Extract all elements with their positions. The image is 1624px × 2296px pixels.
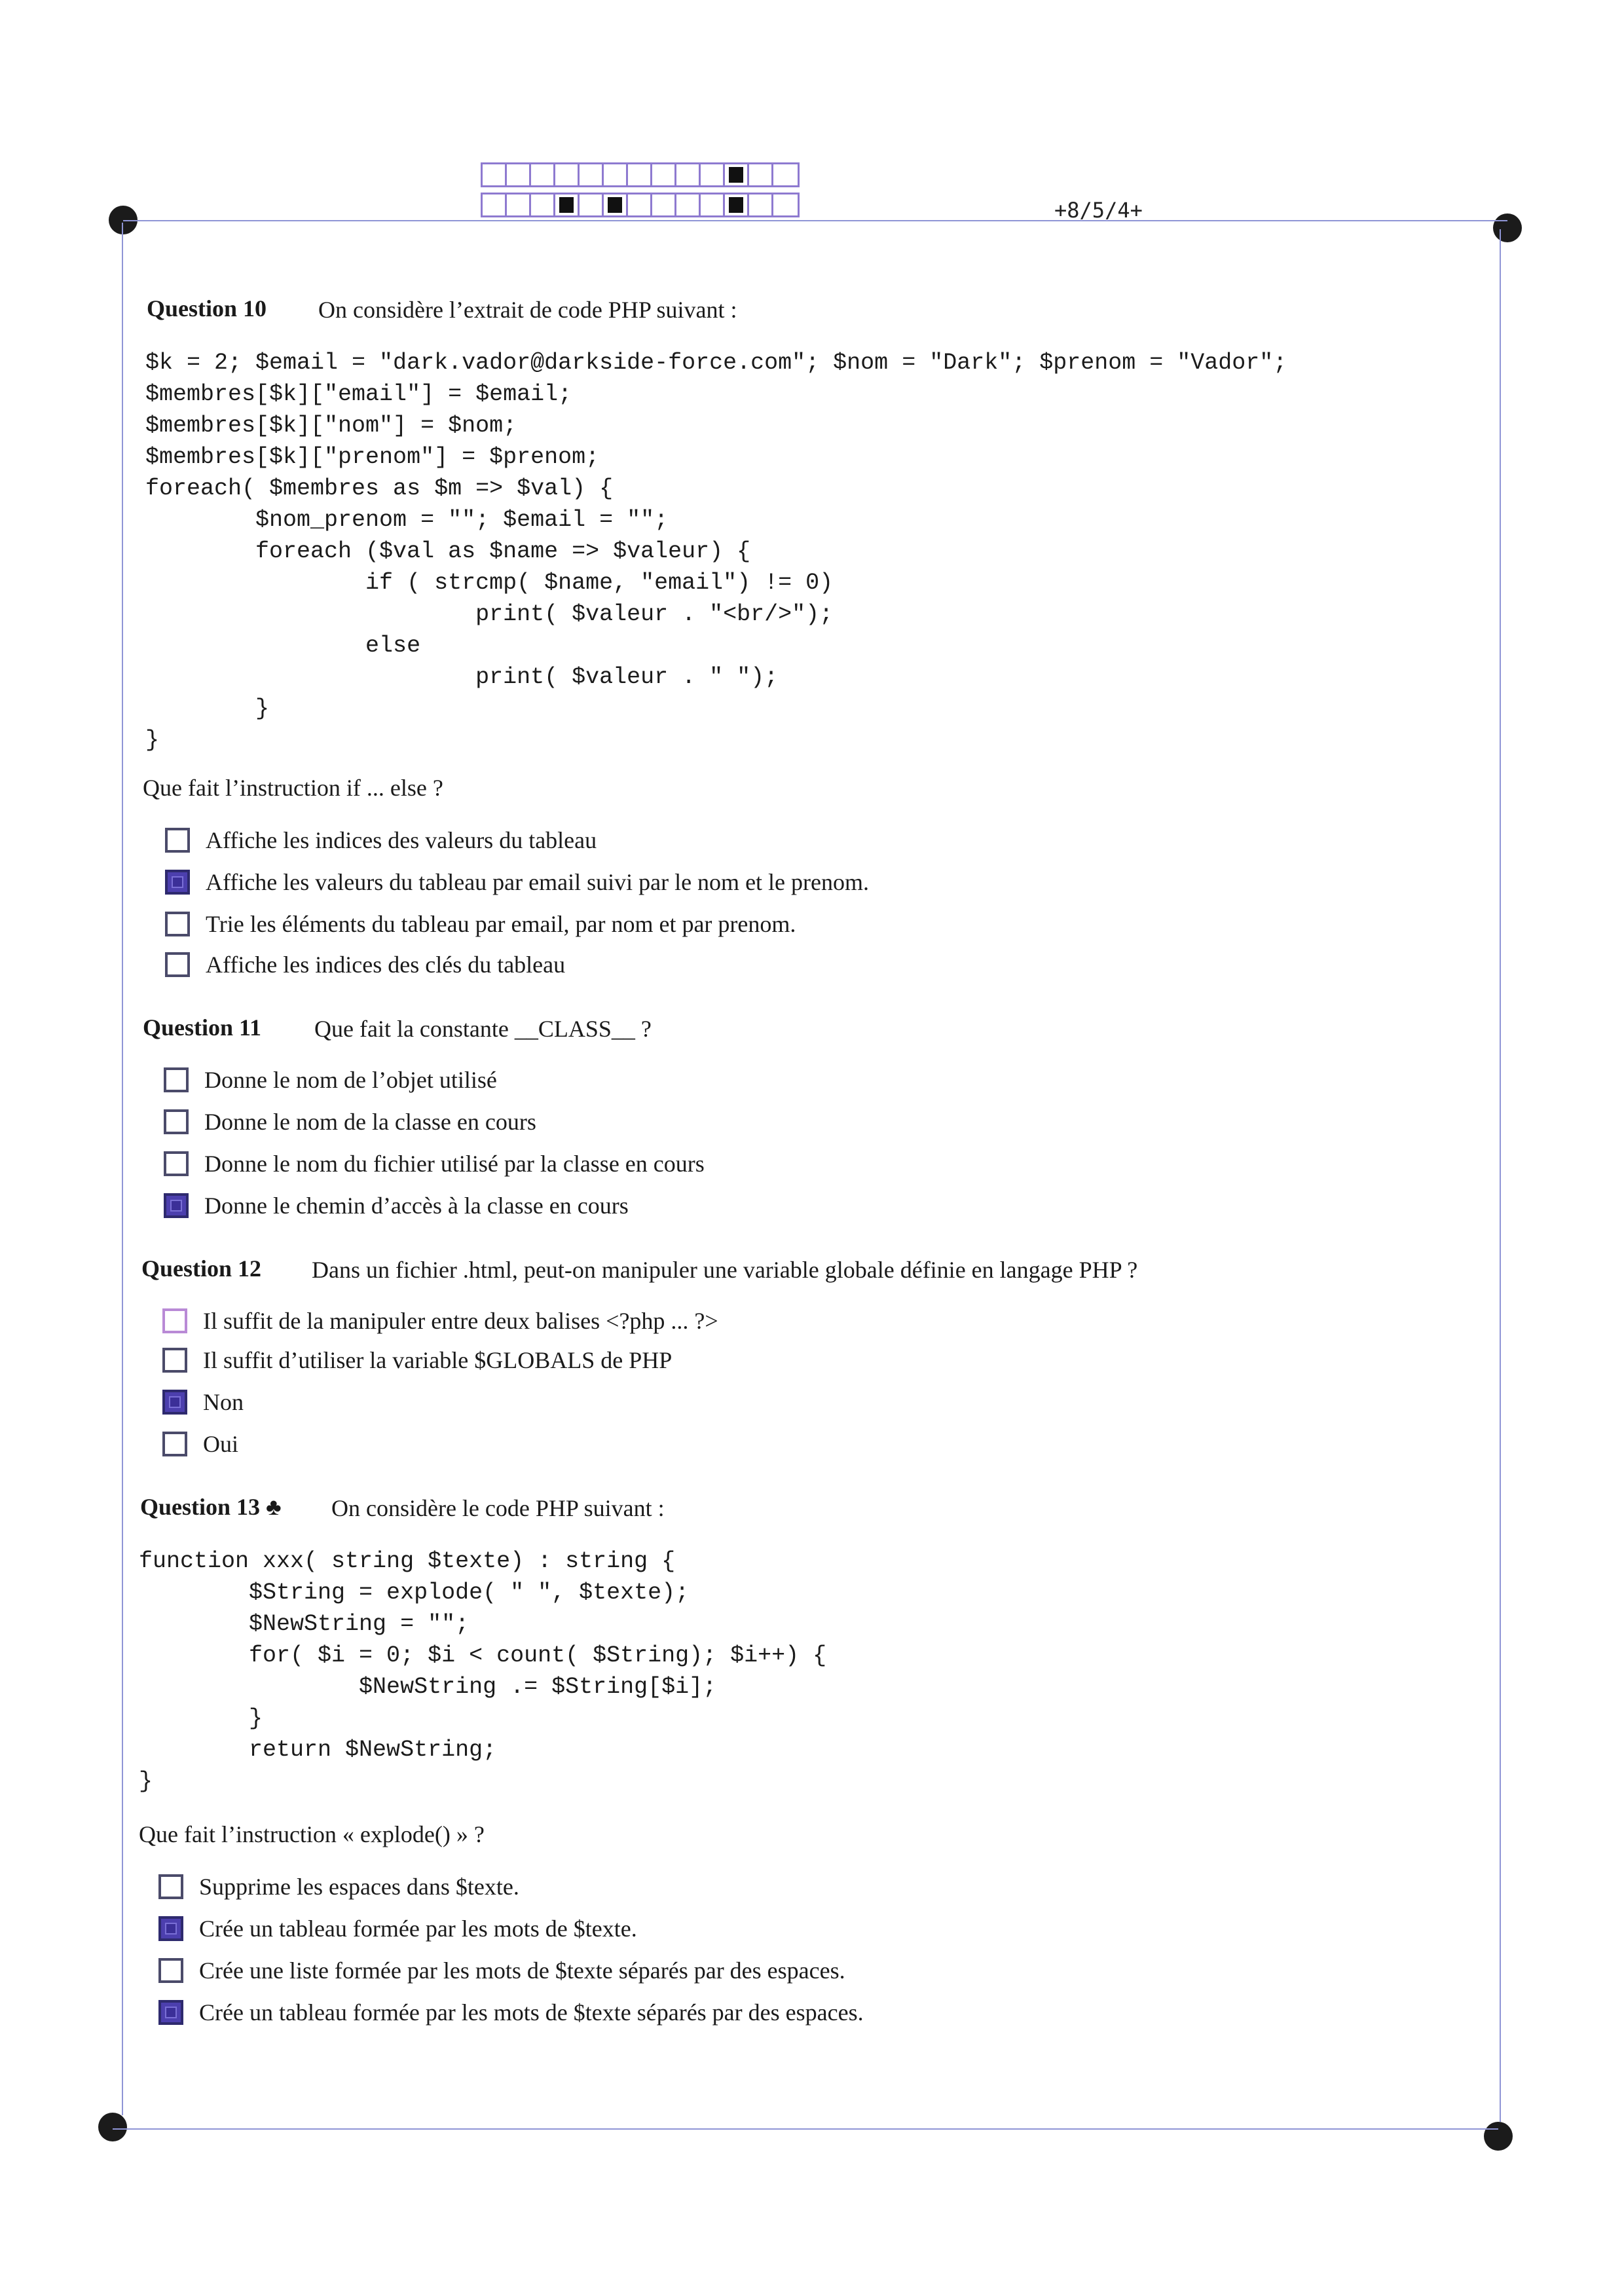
answer-label: Oui	[203, 1431, 238, 1457]
checkbox[interactable]	[165, 952, 190, 977]
answer-label: Affiche les indices des valeurs du tableau	[206, 827, 597, 853]
answer-label: Supprime les espaces dans $texte.	[199, 1874, 519, 1900]
q10-answer-3[interactable]	[165, 910, 796, 938]
q11-answer-3[interactable]	[164, 1150, 705, 1177]
code-cell-empty	[580, 164, 604, 185]
code-cell-empty	[580, 194, 604, 215]
code-cell-empty	[652, 194, 676, 215]
question-10-title: Question 10	[147, 295, 267, 322]
checkbox[interactable]	[164, 1151, 189, 1176]
answer-label: Non	[203, 1389, 244, 1415]
q12-answer-4[interactable]	[162, 1430, 238, 1458]
code-cell-empty	[531, 164, 555, 185]
checkbox[interactable]	[158, 1958, 183, 1983]
question-10-prompt: On considère l’extrait de code PHP suivant :	[318, 297, 737, 323]
checkbox[interactable]	[165, 828, 190, 853]
code-cell-filled	[555, 194, 580, 215]
answer-label: Donne le nom du fichier utilisé par la classe en cours	[204, 1151, 705, 1177]
code-cell-empty	[773, 194, 798, 215]
q10-answer-4[interactable]	[165, 951, 565, 978]
question-11-title: Question 11	[143, 1014, 262, 1041]
corner-mark-bottom-left	[98, 2113, 127, 2141]
frame-right-line	[1500, 229, 1501, 2122]
checkbox[interactable]	[162, 1432, 187, 1456]
question-13-subquestion: Que fait l’instruction « explode() » ?	[139, 1821, 485, 1847]
q11-answer-4[interactable]	[164, 1192, 629, 1219]
code-cell-empty	[507, 164, 531, 185]
q11-answer-1[interactable]	[164, 1066, 497, 1094]
answer-label: Trie les éléments du tableau par email, par nom et par prenom.	[206, 911, 796, 937]
code-cell-empty	[555, 164, 580, 185]
code-cell-empty	[628, 164, 652, 185]
q12-answer-1[interactable]	[162, 1307, 718, 1335]
code-cell-empty	[749, 194, 773, 215]
q10-answer-2[interactable]	[165, 868, 869, 896]
question-10-code: $k = 2; $email = "dark.vador@darkside-force.com"; $nom = "Dark"; $prenom = "Vador"; $membres[$k]["email"] = $email; $membres[$k]["nom"] = $nom; $membres[$k]["prenom"] = $prenom; foreach( $membres as $m => $val) { $nom_prenom = ""; $email = ""; foreach ($val as $name => $valeur) { if ( strcmp( $name, "email") != 0) print( $valeur . "<br/>"); else print( $valeur . " "); } }	[145, 350, 1287, 753]
q13-answer-4[interactable]	[158, 1999, 864, 2026]
answer-label: Donne le nom de l’objet utilisé	[204, 1067, 497, 1093]
code-cell-empty	[507, 194, 531, 215]
q13-answer-2[interactable]	[158, 1915, 637, 1942]
q12-answer-2[interactable]	[162, 1346, 672, 1374]
answer-label: Affiche les valeurs du tableau par email suivi par le nom et le prenom.	[206, 869, 869, 895]
answer-label: Crée un tableau formée par les mots de $texte séparés par des espaces.	[199, 1999, 864, 2026]
code-cell-filled	[725, 164, 749, 185]
code-cell-empty	[749, 164, 773, 185]
answer-label: Donne le chemin d’accès à la classe en cours	[204, 1193, 629, 1219]
question-10-subquestion: Que fait l’instruction if ... else ?	[143, 775, 443, 801]
q13-answer-3[interactable]	[158, 1957, 845, 1984]
code-cell-empty	[701, 194, 725, 215]
q11-answer-2[interactable]	[164, 1108, 536, 1136]
corner-mark-top-right	[1493, 213, 1522, 242]
code-cell-empty	[773, 164, 798, 185]
checkbox-checked[interactable]	[158, 1916, 183, 1941]
q10-answer-1[interactable]	[165, 826, 597, 854]
checkbox[interactable]	[165, 912, 190, 936]
question-13-title: Question 13 ♣	[140, 1494, 282, 1520]
question-11-prompt: Que fait la constante __CLASS__ ?	[314, 1016, 652, 1042]
answer-label: Affiche les indices des clés du tableau	[206, 952, 566, 978]
checkbox[interactable]	[158, 1874, 183, 1899]
code-cell-empty	[604, 164, 628, 185]
checkbox[interactable]	[164, 1109, 189, 1134]
frame-left-line	[122, 223, 123, 2115]
q13-answer-1[interactable]	[158, 1873, 519, 1900]
code-cell-empty	[483, 164, 507, 185]
code-cell-empty	[701, 164, 725, 185]
code-cell-filled	[725, 194, 749, 215]
answer-label: Il suffit d’utiliser la variable $GLOBALS de PHP	[203, 1347, 673, 1373]
page-id: +8/5/4+	[1054, 198, 1143, 223]
corner-mark-bottom-right	[1484, 2122, 1513, 2151]
frame-top-line	[123, 220, 1507, 221]
answer-label: Il suffit de la manipuler entre deux balises <?php ... ?>	[203, 1308, 718, 1334]
checkbox[interactable]	[162, 1348, 187, 1373]
answer-label: Donne le nom de la classe en cours	[204, 1109, 536, 1135]
answer-label: Crée une liste formée par les mots de $texte séparés par des espaces.	[199, 1957, 845, 1984]
question-13-prompt: On considère le code PHP suivant :	[331, 1495, 665, 1521]
checkbox-checked[interactable]	[164, 1193, 189, 1218]
checkbox-checked[interactable]	[162, 1390, 187, 1415]
code-cell-empty	[628, 194, 652, 215]
checkbox[interactable]	[162, 1308, 187, 1333]
question-13-code: function xxx( string $texte) : string { $String = explode( " ", $texte); $NewString = ""; for( $i = 0; $i < count( $String); $i++) { $NewString .= $String[$i]; } return $NewString; }	[139, 1548, 827, 1794]
checkbox-checked[interactable]	[158, 2000, 183, 2025]
frame-bottom-line	[113, 2128, 1498, 2130]
answer-label: Crée un tableau formée par les mots de $texte.	[199, 1916, 637, 1942]
code-cell-empty	[676, 164, 701, 185]
code-cell-filled	[604, 194, 628, 215]
id-code-row-1	[481, 162, 800, 187]
code-cell-empty	[483, 194, 507, 215]
code-cell-empty	[652, 164, 676, 185]
checkbox-checked[interactable]	[165, 870, 190, 895]
question-12-title: Question 12	[141, 1255, 262, 1282]
code-cell-empty	[531, 194, 555, 215]
question-12-prompt: Dans un fichier .html, peut-on manipuler une variable globale définie en langage PHP ?	[312, 1257, 1138, 1283]
q12-answer-3[interactable]	[162, 1388, 244, 1416]
id-code-row-2	[481, 193, 800, 217]
checkbox[interactable]	[164, 1067, 189, 1092]
code-cell-empty	[676, 194, 701, 215]
